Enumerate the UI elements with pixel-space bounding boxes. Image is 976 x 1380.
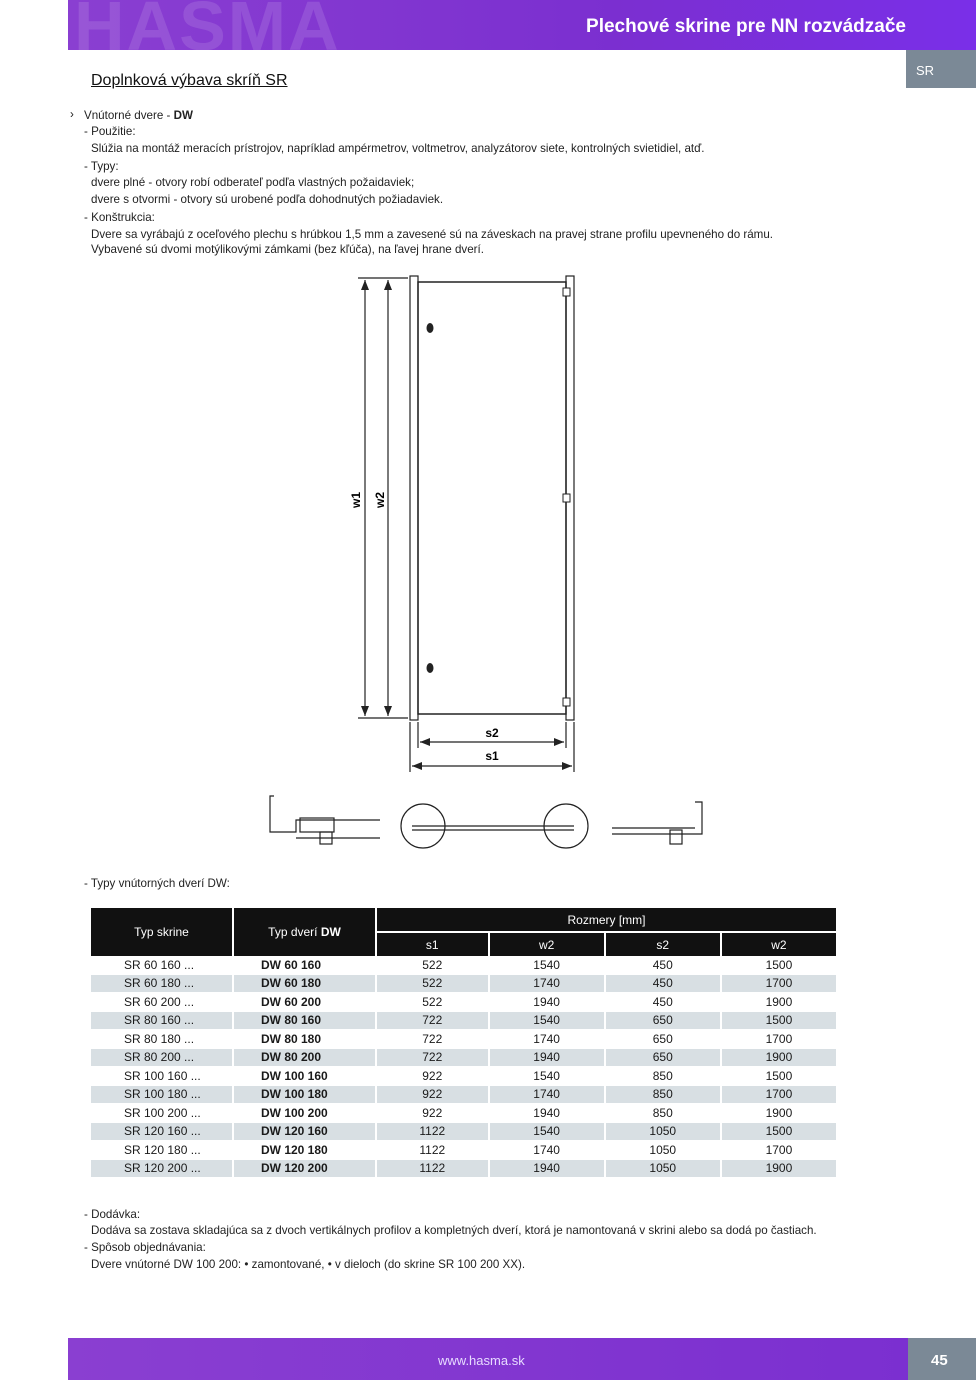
table-cell: 1940 — [488, 993, 604, 1012]
table-cell: 1740 — [488, 1086, 604, 1105]
table-cell: 1940 — [488, 1104, 604, 1123]
table-cell: 1940 — [488, 1160, 604, 1179]
table-cell: 1500 — [720, 956, 836, 975]
subheader-s2: s2 — [604, 931, 720, 956]
table-cell: DW 120 180 — [232, 1141, 375, 1160]
dim-label-s2: s2 — [485, 726, 499, 740]
header-door-prefix: Typ dverí — [268, 925, 321, 939]
table-cell: DW 80 200 — [232, 1049, 375, 1068]
table-cell: 1740 — [488, 1141, 604, 1160]
table-cell: 1700 — [720, 1141, 836, 1160]
subheader-w2: w2 — [488, 931, 604, 956]
table-cell: SR 120 160 ... — [91, 1123, 232, 1142]
door-types-table — [91, 908, 836, 1178]
page-header-title: Plechové skrine pre NN rozvádzače — [586, 16, 906, 37]
table-cell: SR 60 200 ... — [91, 993, 232, 1012]
construction-line-2: Vybavené sú dvomi motýlikovými zámkami (bez kľúča), na ľavej hrane dverí. — [91, 243, 484, 256]
header-door-type — [232, 908, 375, 956]
brand-watermark: HASMA — [74, 0, 341, 50]
table-cell: 1050 — [604, 1160, 720, 1179]
subheader-w2-outer: w2 — [720, 931, 836, 956]
table-cell: 922 — [375, 1086, 488, 1105]
table-cell: 1540 — [488, 1123, 604, 1142]
table-cell: 1740 — [488, 975, 604, 994]
table-cell: 850 — [604, 1104, 720, 1123]
table-row — [91, 1123, 836, 1142]
types-line-2: dvere s otvormi - otvory sú urobené podľa dohodnutých požiadaviek. — [91, 193, 444, 206]
delivery-label: - Dodávka: — [84, 1208, 141, 1221]
table-cell: DW 80 160 — [232, 1012, 375, 1031]
table-row — [91, 1012, 836, 1031]
dim-label-w2: w2 — [373, 491, 387, 509]
table-cell: 650 — [604, 1049, 720, 1068]
table-cell: DW 80 180 — [232, 1030, 375, 1049]
table-cell: 450 — [604, 993, 720, 1012]
footer-url[interactable]: www.hasma.sk — [438, 1353, 525, 1368]
table-cell: 922 — [375, 1067, 488, 1086]
types-caption: - Typy vnútorných dverí DW: — [84, 877, 230, 890]
use-text: Slúžia na montáž meracích prístrojov, napríklad ampérmetrov, voltmetrov, analyzátorov siete, kontrolných svietidiel, atď. — [91, 142, 705, 155]
table-cell: 1700 — [720, 1030, 836, 1049]
table-row — [91, 956, 836, 975]
table-cell: DW 120 160 — [232, 1123, 375, 1142]
table-cell: 522 — [375, 993, 488, 1012]
table-cell: SR 80 200 ... — [91, 1049, 232, 1068]
table-row — [91, 1141, 836, 1160]
types-line-1: dvere plné - otvory robí odberateľ podľa vlastných požaidaviek; — [91, 176, 415, 189]
table-row — [91, 1160, 836, 1179]
page-footer — [68, 1338, 908, 1380]
table-cell: 850 — [604, 1067, 720, 1086]
types-label: - Typy: — [84, 160, 119, 173]
table-cell: DW 60 160 — [232, 956, 375, 975]
table-row — [91, 993, 836, 1012]
bullet-icon: › — [70, 108, 74, 121]
table-cell: 922 — [375, 1104, 488, 1123]
section-tab-sr: SR — [906, 50, 976, 88]
dim-label-w1: w1 — [349, 491, 363, 509]
item-code: DW — [173, 109, 193, 122]
section-title: Doplnková výbava skríň SR — [91, 72, 288, 89]
table-row — [91, 1104, 836, 1123]
table-cell: 522 — [375, 975, 488, 994]
dim-label-s1: s1 — [485, 749, 499, 763]
table-header-row — [91, 908, 836, 931]
table-cell: 1940 — [488, 1049, 604, 1068]
table-cell: 650 — [604, 1030, 720, 1049]
table-cell: 1122 — [375, 1160, 488, 1179]
header-cabinet-type: Typ skrine — [91, 908, 232, 956]
use-label: - Použitie: — [84, 125, 136, 138]
table-cell: 1900 — [720, 1160, 836, 1179]
subheader-s1: s1 — [375, 931, 488, 956]
table-cell: 1122 — [375, 1141, 488, 1160]
table-cell: DW 100 200 — [232, 1104, 375, 1123]
header-dimensions: Rozmery [mm] — [375, 908, 836, 931]
table-row — [91, 1049, 836, 1068]
table-cell: 1900 — [720, 993, 836, 1012]
table-cell: 722 — [375, 1012, 488, 1031]
table-row — [91, 1067, 836, 1086]
order-label: - Spôsob objednávania: — [84, 1241, 206, 1254]
table-cell: 1700 — [720, 1086, 836, 1105]
table-cell: SR 80 160 ... — [91, 1012, 232, 1031]
table-cell: 1050 — [604, 1141, 720, 1160]
table-cell: SR 60 160 ... — [91, 956, 232, 975]
table-cell: 522 — [375, 956, 488, 975]
table-cell: 1540 — [488, 1012, 604, 1031]
table-cell: SR 120 180 ... — [91, 1141, 232, 1160]
table-cell: 722 — [375, 1049, 488, 1068]
table-cell: 450 — [604, 975, 720, 994]
table-cell: SR 100 160 ... — [91, 1067, 232, 1086]
table-cell: DW 120 200 — [232, 1160, 375, 1179]
table-cell: SR 120 200 ... — [91, 1160, 232, 1179]
table-cell: 1500 — [720, 1123, 836, 1142]
table-cell: SR 100 180 ... — [91, 1086, 232, 1105]
construction-line-1: Dvere sa vyrábajú z oceľového plechu s hrúbkou 1,5 mm a zavesené sú na záveskach na pravej strane profilu upevneného do rámu. — [91, 228, 774, 241]
table-cell: DW 60 180 — [232, 975, 375, 994]
item-label: Vnútorné dvere - — [84, 109, 174, 122]
table-row — [91, 1030, 836, 1049]
table-cell: 1050 — [604, 1123, 720, 1142]
table-row — [91, 1086, 836, 1105]
table-cell: 850 — [604, 1086, 720, 1105]
construction-label: - Konštrukcia: — [84, 211, 155, 224]
order-text: Dvere vnútorné DW 100 200: • zamontované, • v dieloch (do skrine SR 100 200 XX). — [91, 1258, 526, 1271]
table-cell: 1900 — [720, 1104, 836, 1123]
table-cell: DW 100 180 — [232, 1086, 375, 1105]
table-cell: 650 — [604, 1012, 720, 1031]
table-cell: 1500 — [720, 1067, 836, 1086]
delivery-text: Dodáva sa zostava skladajúca sa z dvoch vertikálnych profilov a kompletných dverí, ktorá je namontovaná v skrini alebo sa dodá po častiach. — [91, 1224, 817, 1237]
page-number: 45 — [908, 1338, 976, 1380]
table-row — [91, 975, 836, 994]
table-cell: 1500 — [720, 1012, 836, 1031]
table-cell: 1740 — [488, 1030, 604, 1049]
table-cell: SR 60 180 ... — [91, 975, 232, 994]
table-cell: SR 80 180 ... — [91, 1030, 232, 1049]
table-cell: 1540 — [488, 956, 604, 975]
table-cell: 1540 — [488, 1067, 604, 1086]
table-cell: 450 — [604, 956, 720, 975]
table-cell: DW 100 160 — [232, 1067, 375, 1086]
table-cell: DW 60 200 — [232, 993, 375, 1012]
table-cell: 1122 — [375, 1123, 488, 1142]
table-cell: 1700 — [720, 975, 836, 994]
table-cell: SR 100 200 ... — [91, 1104, 232, 1123]
table-cell: 722 — [375, 1030, 488, 1049]
header-door-code: DW — [320, 925, 341, 939]
table-cell: 1900 — [720, 1049, 836, 1068]
